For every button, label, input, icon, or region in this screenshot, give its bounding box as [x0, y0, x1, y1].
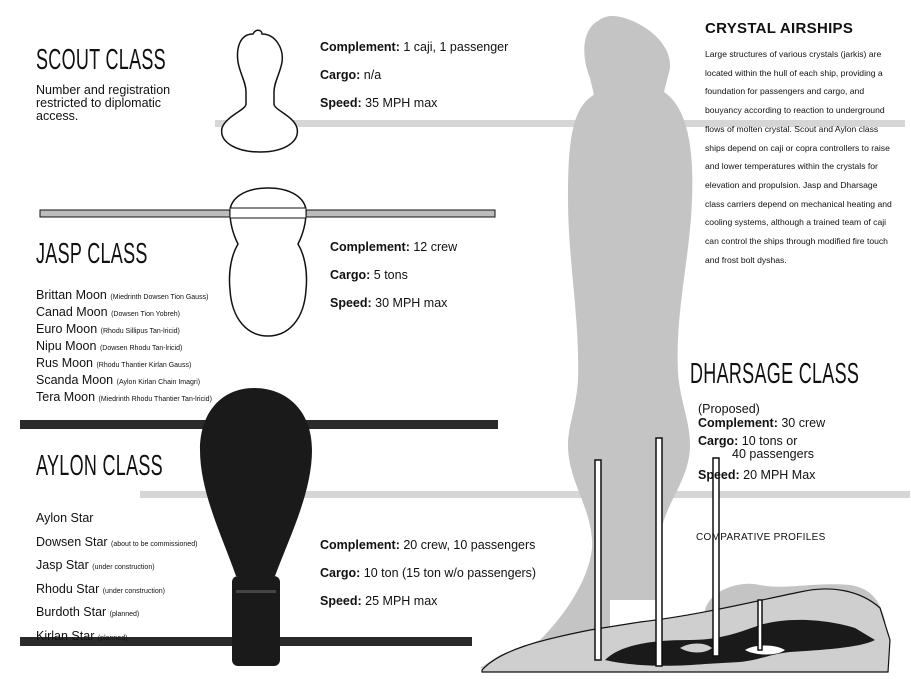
jasp-cargo-value: 5 tons: [373, 268, 408, 282]
aylon-speed-label: Speed:: [320, 594, 362, 608]
dharsage-speed: [698, 468, 815, 482]
list-item: Jasp Star (under construction): [36, 558, 155, 572]
jasp-ship-band: [230, 208, 306, 218]
jasp-speed-label: Speed:: [330, 296, 372, 310]
jasp-complement-label: Complement:: [330, 240, 410, 254]
dharsage-speed-value: 20 MPH Max: [743, 468, 816, 482]
aylon-cargo: [320, 566, 536, 580]
scout-ship: [222, 30, 298, 152]
jasp-ship-list: [36, 288, 212, 407]
jasp-class-title: JASP CLASS: [36, 238, 148, 270]
aylon-cargo-label: Cargo:: [320, 566, 361, 580]
scout-speed-label: Speed:: [320, 96, 362, 110]
scout-complement-value: 1 caji, 1 passenger: [403, 40, 509, 54]
jasp-complement: [330, 240, 457, 254]
aylon-speed: [320, 594, 437, 608]
crystal-airships-body: Large structures of various crystals (jarkis) are located within the hull of each ship, providing a foundation for passengers and cargo, and bouyancy according to reaction to underground flows of molten crystal. Scout and Aylon class ships depend on caji or copra controllers to raise and lower temperatures within the crystals for elevation and propulsion. Jasp and Dharsage class carriers depend on mechanical heating and cooling systems, although a trained team of caji can control the ships through modified fire touch and frost bolt dyshas.: [705, 49, 892, 265]
jasp-complement-value: 12 crew: [413, 240, 458, 254]
scout-speed-value: 35 MPH max: [365, 96, 438, 110]
list-item: Rus Moon (Rhodu Thantier Kirlan Gauss): [36, 356, 192, 370]
aylon-class-title: AYLON CLASS: [36, 450, 163, 482]
crystal-airships-title: CRYSTAL AIRSHIPS: [705, 20, 854, 37]
aylon-ship-base-band: [236, 590, 276, 593]
aylon-complement: [320, 538, 535, 552]
aylon-cargo-value: 10 ton (15 ton w/o passengers): [363, 566, 537, 580]
scout-cargo-value: n/a: [363, 68, 382, 82]
list-item: Aylon Star: [36, 511, 94, 525]
aylon-ship: [200, 388, 312, 576]
list-item: Scanda Moon (Aylon Kirlan Chain Imagri): [36, 373, 201, 387]
list-item: Canad Moon (Dowsen Tion Yobreh): [36, 305, 180, 319]
scout-speed: [320, 96, 437, 110]
dharsage-cargo: [698, 434, 797, 448]
dharsage-cargo-label: Cargo:: [698, 434, 739, 448]
jasp-speed: [330, 296, 447, 310]
scout-complement: [320, 40, 508, 54]
list-item: Brittan Moon (Miedrinth Dowsen Tion Gauss): [36, 288, 209, 302]
jasp-cargo-label: Cargo:: [330, 268, 371, 282]
dharsage-complement-label: Complement:: [698, 416, 778, 430]
aylon-complement-value: 20 crew, 10 passengers: [403, 538, 536, 552]
jasp-cargo: [330, 268, 408, 282]
scout-class-note: Number and registration restricted to diplomatic access.: [36, 83, 171, 123]
aylon-complement-label: Complement:: [320, 538, 400, 552]
scout-complement-label: Complement:: [320, 40, 400, 54]
list-item: Burdoth Star (planned): [36, 605, 140, 619]
dharsage-cargo-value-1: 10 tons or: [741, 434, 798, 448]
dharsage-complement: [698, 416, 906, 430]
dharsage-complement-value: 30 crew: [781, 416, 826, 430]
dharsage-speed-label: Speed:: [698, 468, 740, 482]
list-item: Kirlan Star (planned): [36, 628, 128, 643]
list-item: Dowsen Star (about to be commissioned): [36, 534, 198, 549]
comparative-profiles-label: COMPARATIVE PROFILES: [696, 532, 826, 543]
aylon-speed-value: 25 MPH max: [365, 594, 438, 608]
dharsage-status: (Proposed): [698, 402, 760, 416]
list-item: Tera Moon (Miedrinth Rhodu Thantier Tan-lricid): [36, 390, 212, 404]
aylon-ship-list: [36, 508, 197, 649]
scout-class-title: SCOUT CLASS: [36, 44, 166, 76]
aylon-ship-base: [232, 576, 280, 666]
list-item: Rhodu Star (under construction): [36, 581, 165, 596]
list-item: Euro Moon (Rhodu Sillipus Tan-lricid): [36, 322, 180, 336]
list-item: Nipu Moon (Dowsen Rhodu Tan-lricid): [36, 339, 183, 353]
dharsage-cargo-line-2: 40 passengers: [732, 447, 815, 461]
scout-cargo: [320, 68, 381, 82]
scout-cargo-label: Cargo:: [320, 68, 361, 82]
jasp-speed-value: 30 MPH max: [375, 296, 448, 310]
dharsage-class-title: DHARSAGE CLASS: [690, 358, 860, 390]
